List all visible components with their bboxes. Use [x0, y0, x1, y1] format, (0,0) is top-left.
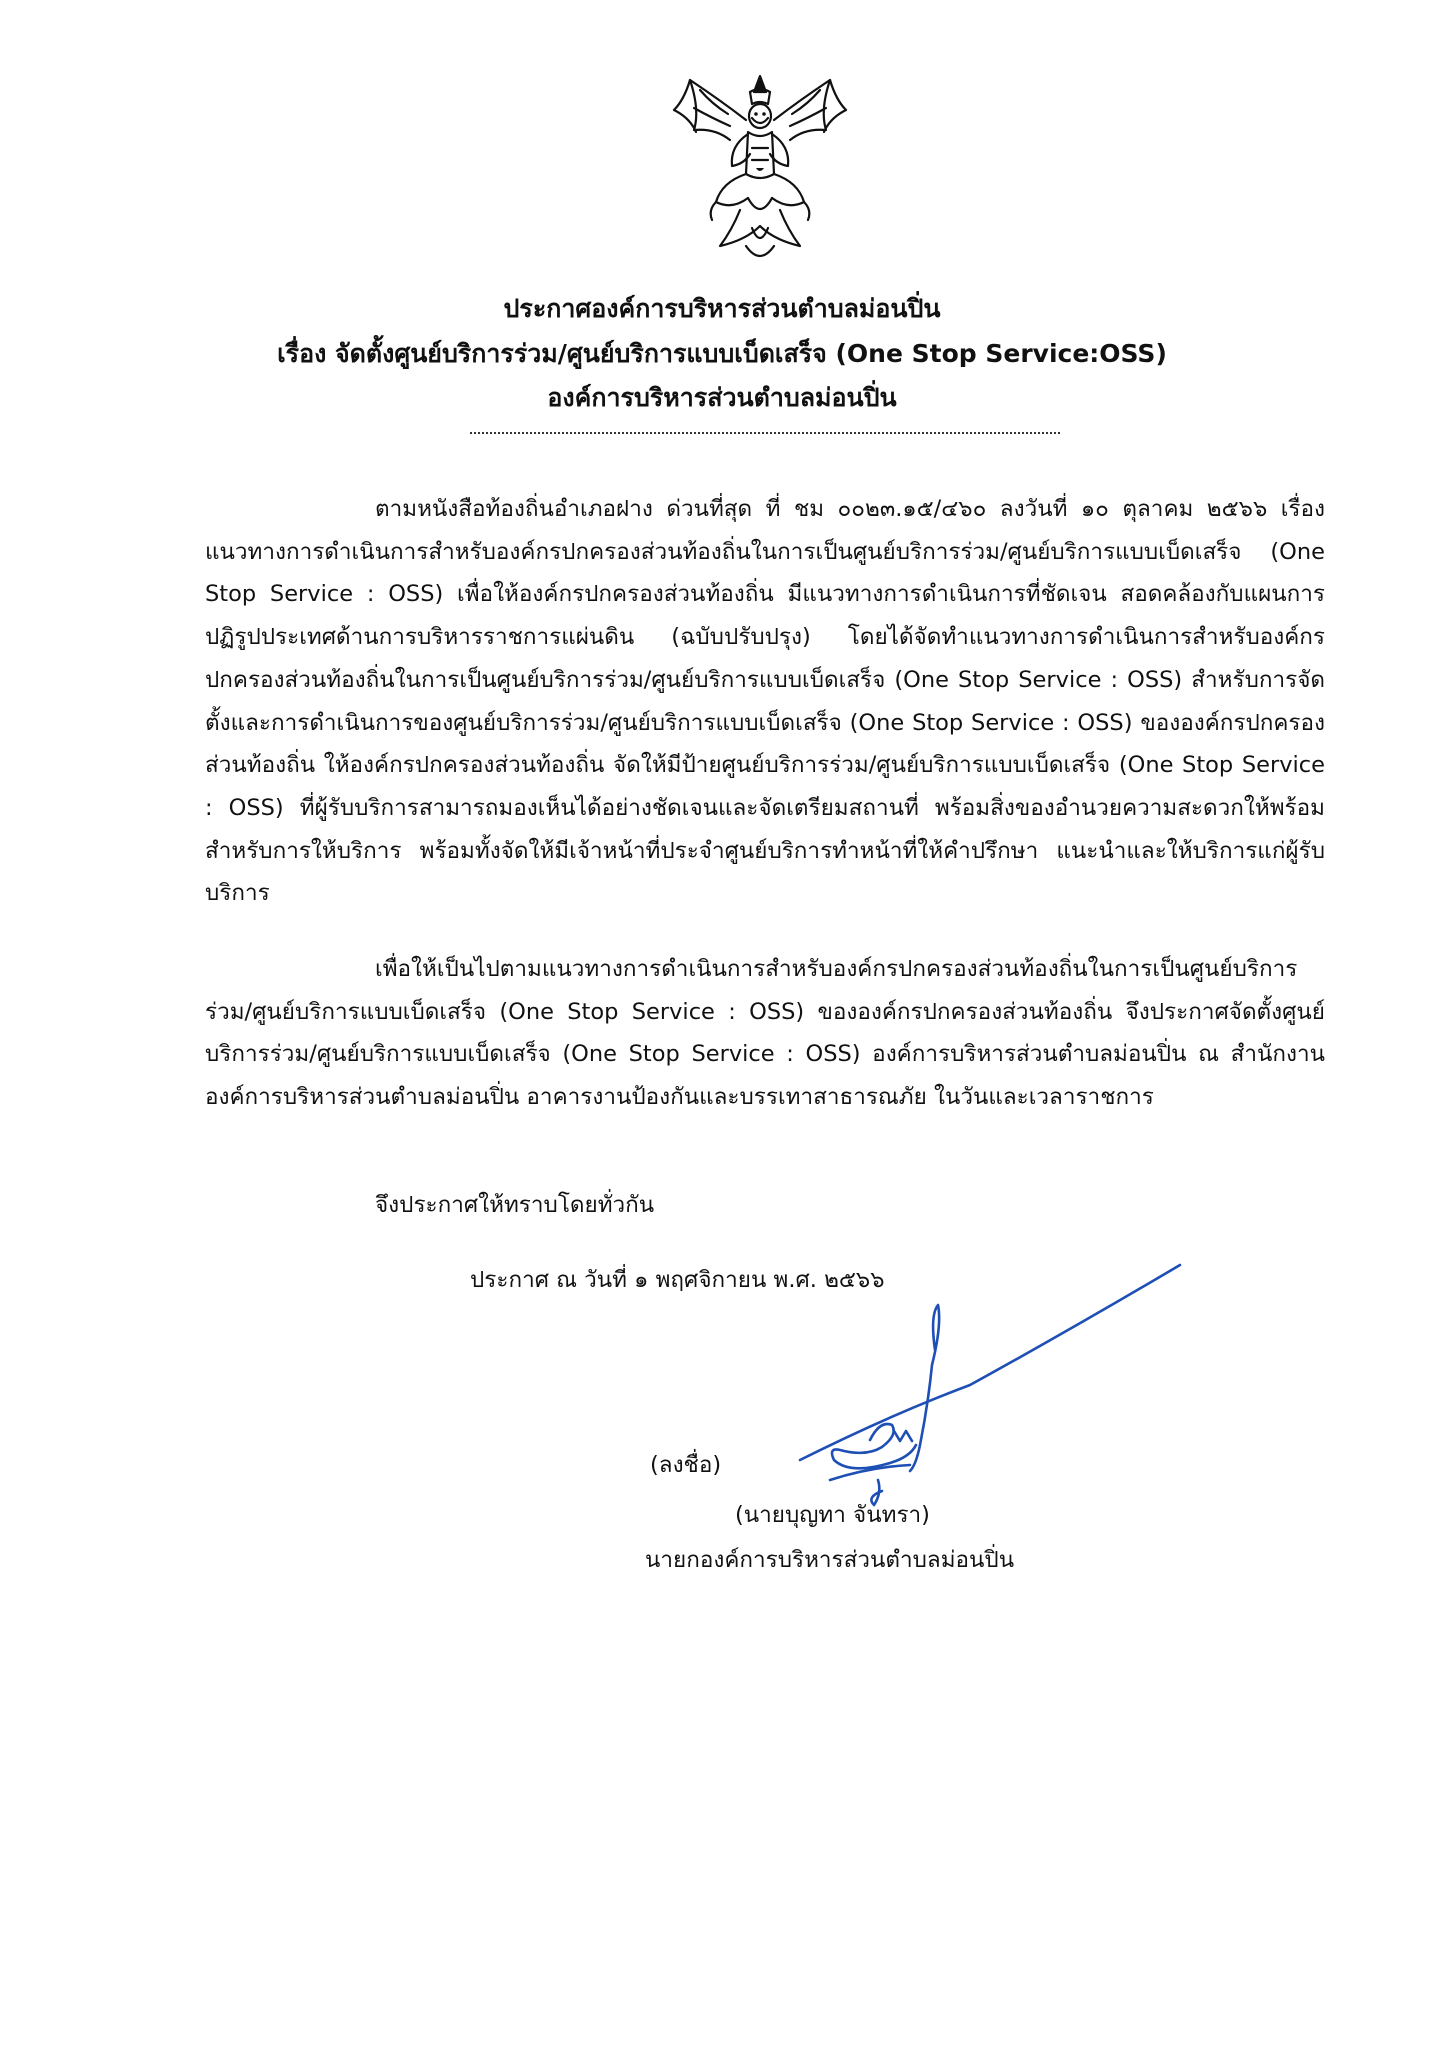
signatory-name: (นายบุญทา จันทรา): [735, 1502, 930, 1528]
body-paragraph-2: เพื่อให้เป็นไปตามแนวทางการดำเนินการสำหรับองค์กรปกครองส่วนท้องถิ่นในการเป็นศูนย์บริการร่วม/ศูนย์บริการแบบเบ็ดเสร็จ (One Stop Service : OSS) ขององค์กรปกครองส่วนท้องถิ่น จึงประกาศจัดตั้งศูนย์บริการร่วม/ศูนย์บริการแบบเบ็ดเสร็จ (One Stop Service : OSS) องค์การบริหารส่วนตำบลม่อนปิ่น ณ สำนักงานองค์การบริหารส่วนตำบลม่อนปิ่น อาคารงานป้องกันและบรรเทาสาธารณภัย ในวันและเวลาราชการ: [205, 956, 1325, 1111]
garuda-emblem-icon: [660, 70, 860, 270]
announcement-title: ประกาศองค์การบริหารส่วนตำบลม่อนปิ่น: [503, 294, 941, 323]
body-paragraph-1: ตามหนังสือท้องถิ่นอำเภอฝาง ด่วนที่สุด ที่ ชม ๐๐๒๓.๑๕/๔๖๐ ลงวันที่ ๑๐ ตุลาคม ๒๕๖๖ เรื่อง แนวทางการดำเนินการสำหรับองค์กรปกครองส่วนท้องถิ่นในการเป็นศูนย์บริการร่วม/ศูนย์บริการแบบเบ็ดเสร็จ (One Stop Service : OSS) เพื่อให้องค์กรปกครองส่วนท้องถิ่น มีแนวทางการดำเนินการที่ชัดเจน สอดคล้องกับแผนการปฏิรูปประเทศด้านการบริหารราชการแผ่นดิน (ฉบับปรับปรุง) โดยได้จัดทำแนวทางการดำเนินการสำหรับองค์กรปกครองส่วนท้องถิ่นในการเป็นศูนย์บริการร่วม/ศูนย์บริการแบบเบ็ดเสร็จ (One Stop Service : OSS) สำหรับการจัดตั้งและการดำเนินการของศูนย์บริการร่วม/ศูนย์บริการแบบเบ็ดเสร็จ (One Stop Service : OSS) ขององค์กรปกครองส่วนท้องถิ่น ให้องค์กรปกครองส่วนท้องถิ่น จัดให้มีป้ายศูนย์บริการร่วม/ศูนย์บริการแบบเบ็ดเสร็จ (One Stop Service : OSS) ที่ผู้รับบริการสามารถมองเห็นได้อย่างชัดเจนและจัดเตรียมสถานที่ พร้อมสิ่งของอำนวยความสะดวกให้พร้อมสำหรับการให้บริการ พร้อมทั้งจัดให้มีเจ้าหน้าที่ประจำศูนย์บริการทำหน้าที่ให้คำปรึกษา แนะนำและให้บริการแก่ผู้รับบริการ: [205, 496, 1325, 907]
signatory-position: นายกองค์การบริหารส่วนตำบลม่อนปิ่น: [645, 1547, 1015, 1573]
signature-label: (ลงชื่อ): [650, 1452, 722, 1478]
announcement-subject: เรื่อง จัดตั้งศูนย์บริการร่วม/ศูนย์บริการแบบเบ็ดเสร็จ (One Stop Service:OSS): [277, 339, 1167, 368]
announcement-date: ประกาศ ณ วันที่ ๑ พฤศจิกายน พ.ศ. ๒๕๖๖: [470, 1267, 885, 1293]
dotted-divider: [470, 432, 1060, 434]
notice-line: จึงประกาศให้ทราบโดยทั่วกัน: [375, 1192, 655, 1218]
handwritten-signature: [770, 1235, 1190, 1525]
organization-name: องค์การบริหารส่วนตำบลม่อนปิ่น: [547, 383, 897, 412]
